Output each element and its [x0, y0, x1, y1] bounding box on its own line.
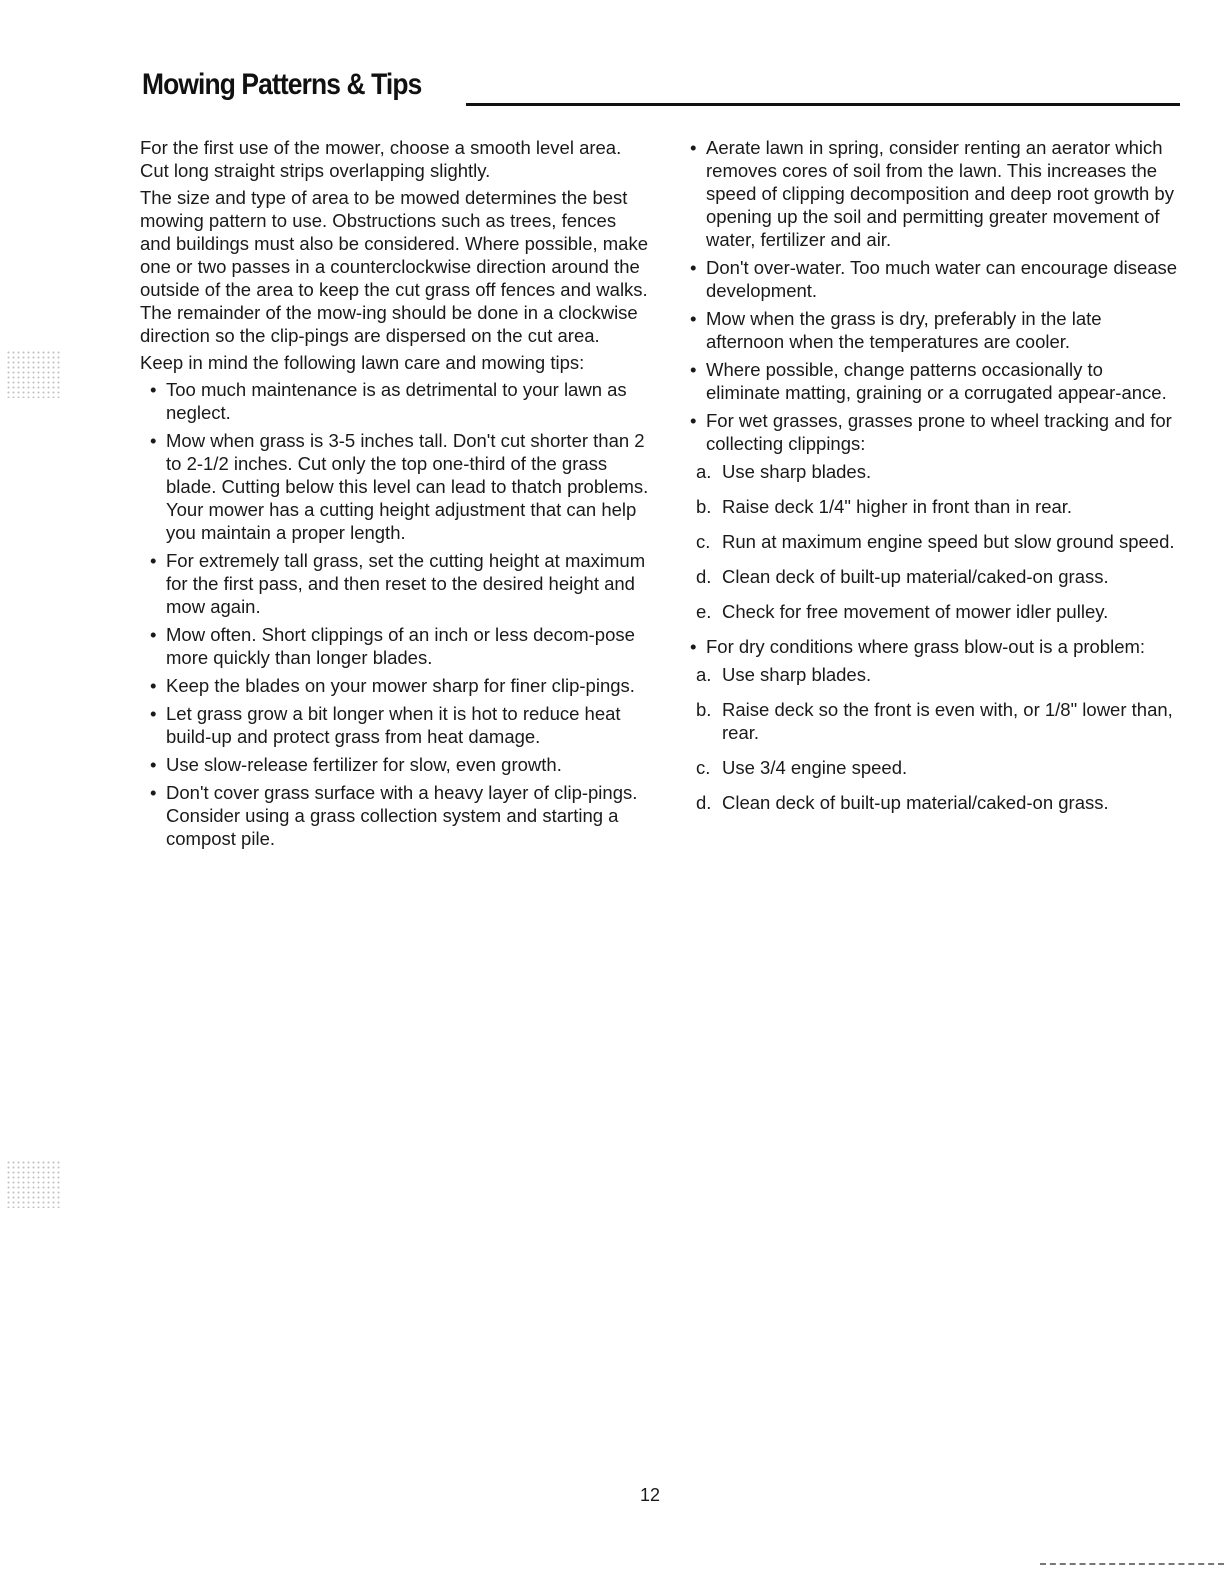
list-item: a. Use sharp blades.: [696, 664, 872, 685]
list-item: a. Use sharp blades.: [696, 461, 872, 482]
dry-conditions-heading: For dry conditions where grass blow-out is a problem:: [706, 636, 1146, 657]
scan-speckle: [6, 1160, 60, 1208]
wet-grass-item: [688, 409, 1180, 455]
list-item: • Mow when the grass is dry, preferably in the late afternoon when the temperatures are cooler.: [690, 308, 1102, 352]
intro-paragraph: For the first use of the mower, choose a smooth level area. Cut long straight strips overlapping slightly.: [140, 137, 622, 181]
list-item: • Aerate lawn in spring, consider renting an aerator which removes cores of soil from the lawn. This increases the speed of clipping decomposition and deep root growth by opening up the soil and permitting greater movement of water, fertilizer and air.: [690, 137, 1174, 250]
list-item: • Don't cover grass surface with a heavy layer of clip-pings. Consider using a grass collection system and starting a compost pile.: [150, 782, 638, 849]
list-item: b. Raise deck 1/4" higher in front than in rear.: [696, 496, 1073, 517]
left-column: [140, 136, 652, 855]
bullet-icon: •: [150, 754, 157, 775]
dry-conditions-steps: [688, 663, 1180, 814]
scan-artifact-line: [1040, 1563, 1224, 1565]
bullet-icon: •: [690, 410, 697, 431]
bullet-icon: •: [150, 782, 157, 803]
bullet-icon: •: [690, 359, 697, 380]
bullet-icon: •: [150, 624, 157, 645]
list-item: • Too much maintenance is as detrimental to your lawn as neglect.: [150, 379, 627, 423]
list-item: • Where possible, change patterns occasionally to eliminate matting, graining or a corrugated appear-ance.: [690, 359, 1167, 403]
tips-list: [140, 378, 652, 850]
list-item: c. Use 3/4 engine speed.: [696, 757, 908, 778]
scan-speckle: [6, 350, 60, 398]
tips-list: [688, 635, 1180, 658]
page-title: Mowing Patterns & Tips: [142, 68, 422, 101]
bullet-icon: •: [150, 379, 157, 400]
list-item: • For extremely tall grass, set the cutting height at maximum for the first pass, and then reset to the desired height and mow again.: [150, 550, 646, 617]
bullet-icon: •: [690, 257, 697, 278]
list-item: b. Raise deck so the front is even with, or 1/8" lower than, rear.: [696, 699, 1173, 743]
list-item: d. Clean deck of built-up material/caked-on grass.: [696, 566, 1109, 587]
list-item: • Use slow-release fertilizer for slow, even growth.: [150, 754, 562, 775]
list-item: • Don't over-water. Too much water can encourage disease development.: [690, 257, 1178, 301]
title-rule: [466, 103, 1180, 106]
dry-conditions-item: [688, 635, 1180, 658]
wet-grass-steps: [688, 460, 1180, 623]
bullet-icon: •: [690, 308, 697, 329]
bullet-icon: •: [690, 137, 697, 158]
bullet-icon: •: [150, 550, 157, 571]
wet-grass-heading: For wet grasses, grasses prone to wheel tracking and for collecting clippings:: [706, 410, 1172, 454]
bullet-icon: •: [150, 675, 157, 696]
list-item: • Let grass grow a bit longer when it is hot to reduce heat build-up and protect grass from heat damage.: [150, 703, 621, 747]
pattern-paragraph: The size and type of area to be mowed determines the best mowing pattern to use. Obstructions such as trees, fences and buildings must also be considered. Where possible, make one or two passes in a counterclockwise direction around the outside of the area to keep the cut grass off fences and walks. The remainder of the mow-ing should be done in a clockwise direction so the clip-pings are dispersed on the cut area.: [140, 187, 649, 346]
right-column: [688, 136, 1180, 826]
list-item: d. Clean deck of built-up material/caked-on grass.: [696, 792, 1109, 813]
list-item: c. Run at maximum engine speed but slow ground speed.: [696, 531, 1175, 552]
bullet-icon: •: [150, 703, 157, 724]
bullet-icon: •: [150, 430, 157, 451]
page-number: 12: [639, 1485, 661, 1505]
list-item: • Mow when grass is 3-5 inches tall. Don't cut shorter than 2 to 2-1/2 inches. Cut only the top one-third of the grass blade. Cutting below this level can lead to thatch problems. Your mower has a cutting height adjustment that can help you maintain a proper length.: [150, 430, 649, 543]
tips-lead: Keep in mind the following lawn care and mowing tips:: [140, 352, 585, 373]
list-item: • Mow often. Short clippings of an inch or less decom-pose more quickly than longer blades.: [150, 624, 635, 668]
tips-list: [688, 136, 1180, 455]
list-item: • Keep the blades on your mower sharp for finer clip-pings.: [150, 675, 635, 696]
list-item: e. Check for free movement of mower idler pulley.: [696, 601, 1109, 622]
bullet-icon: •: [690, 636, 697, 657]
